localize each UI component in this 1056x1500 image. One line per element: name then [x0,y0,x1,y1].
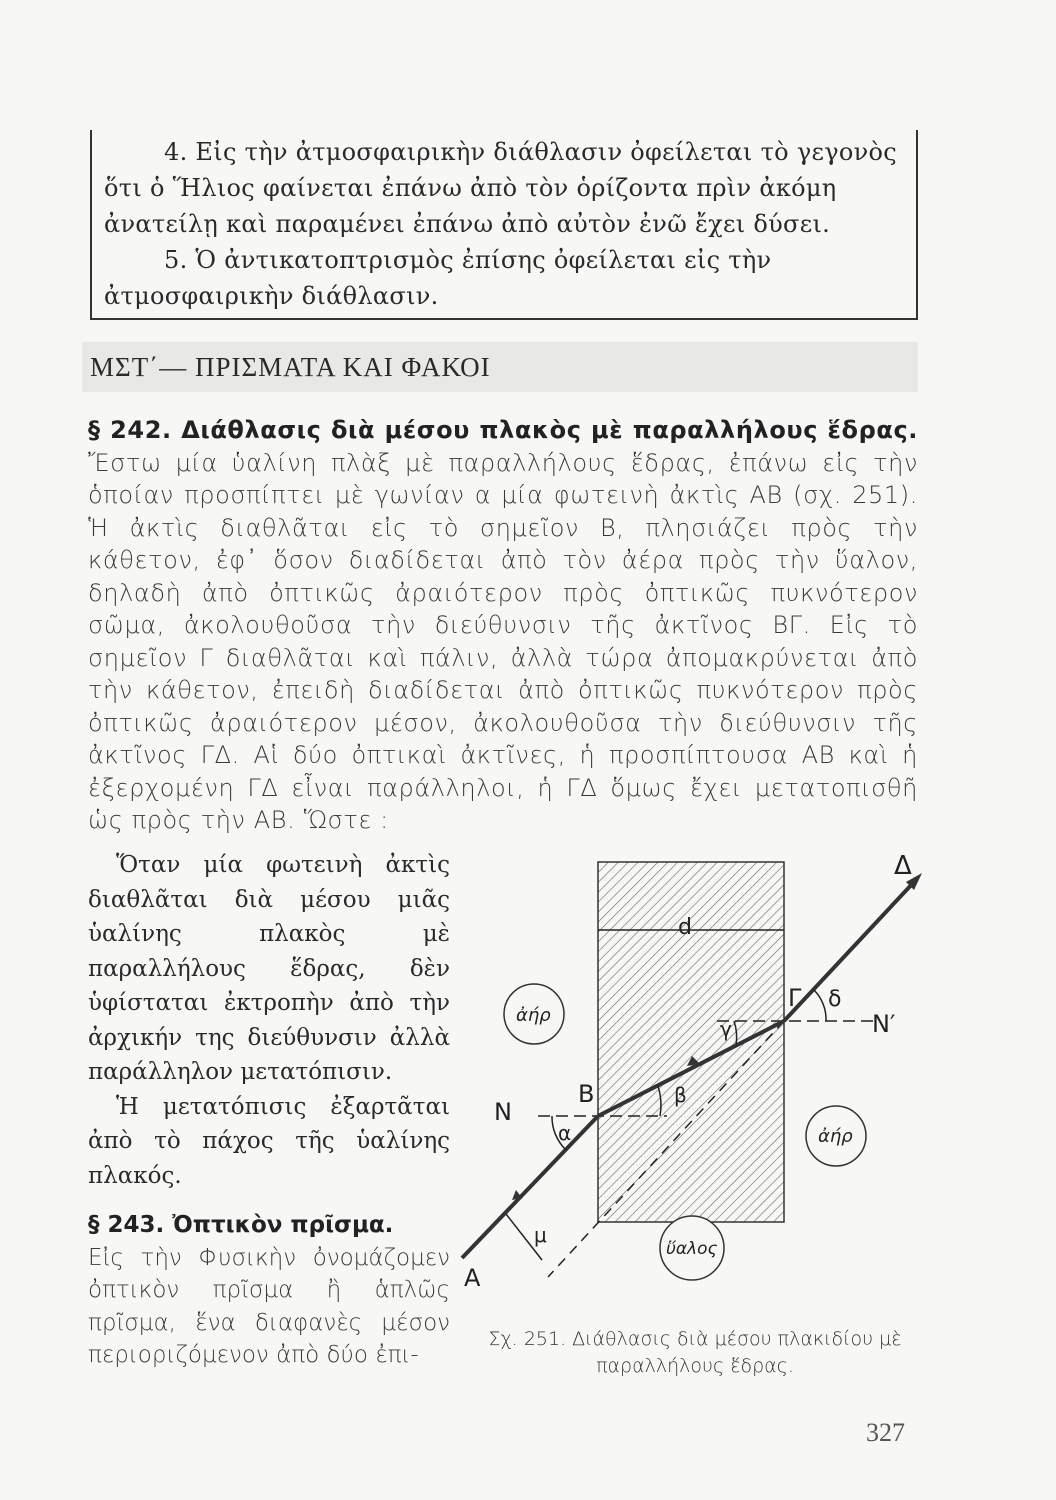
rule-paragraph-1: Ὅταν μία φωτεινὴ ἀκτὶς διαθλᾶται διὰ μέσου μιᾶς ὑαλίνης πλακὸς μὲ παραλλήλους ἕδρας, δὲν ὑφίσταται ἐκτροπὴν ἀπὸ τὴν ἀρχικήν της διεύθυνσιν ἀλλὰ παράλληλον μετατόπισιν. [88,852,450,1085]
glass-label: ὕαλος [666,1239,718,1259]
point-B-label: B [578,1080,595,1108]
section-243-text: Εἰς τὴν Φυσικὴν ὀνομάζομεν ὀπτικὸν πρῖσμα ἢ ἁπλῶς πρῖσμα, ἕνα διαφανὲς μέσον περιοριζόμενον ἀπὸ δύο ἐπι- [88,1244,450,1368]
beta-label: β [674,1083,687,1107]
shift-label: μ [534,1223,547,1247]
point-G-label: Γ [788,984,802,1012]
alpha-label: α [558,1121,572,1145]
section-243-heading: § 243. Ὀπτικὸν πρῖσμα. [88,1212,394,1238]
point-D-label: Δ [894,851,912,881]
gamma-label: γ [720,1017,732,1041]
page-number: 327 [866,1418,905,1447]
air-right-label: ἀήρ [818,1126,853,1147]
left-column [88,848,450,1372]
normal-N2-label: N′ [872,1010,896,1038]
rule-paragraph-2: Ἡ μετατόπισις ἐξαρτᾶται ἀπὸ τὸ πάχος τῆς ὑαλίνης πλακός. [88,1093,450,1189]
delta-label: δ [828,987,842,1012]
section-243 [88,1209,450,1372]
angle-delta-arc [814,990,826,1021]
refraction-figure [452,840,932,1292]
thickness-label: d [678,915,692,940]
section-242 [88,414,918,837]
section-242-heading: § 242. Διάθλασις διὰ μέσου πλακὸς μὲ παραλλήλους ἕδρας. [88,416,918,444]
normal-N-label: N [494,1098,512,1126]
summary-box [90,130,918,320]
section-242-text: Ἔστω μία ὑαλίνη πλὰξ μὲ παραλλήλους ἕδρας, ἐπάνω εἰς τὴν ὁποίαν προσπίπτει μὲ γωνίαν α μία φωτεινὴ ἀκτὶς ΑΒ (σχ. 251). Ἡ ἀκτὶς διαθλᾶται εἰς τὸ σημεῖον Β, πλησιάζει πρὸς τὴν κάθετον, ἐφ᾽ ὅσον διαδίδεται ἀπὸ τὸν ἀέρα πρὸς τὴν ὕαλον, δηλαδὴ ἀπὸ ὀπτικῶς ἀραιότερον πρὸς ὀπτικῶς πυκνότερον σῶμα, ἀκολουθοῦσα τὴν διεύθυνσιν τῆς ἀκτῖνος ΒΓ. Εἰς τὸ σημεῖον Γ διαθλᾶται καὶ πάλιν, ἀλλὰ τώρα ἀπομακρύνεται ἀπὸ τὴν κάθετον, ἐπειδὴ διαδίδεται ἀπὸ ὀπτικῶς πυκνότερον πρὸς ὀπτικῶς ἀραιότερον μέσον, ἀκολουθοῦσα τὴν διεύθυνσιν τῆς ἀκτῖνος ΓΔ. Αἱ δύο ὀπτικαὶ ἀκτῖνες, ἡ προσπίπτουσα ΑΒ καὶ ἡ ἐξερχομένη ΓΔ εἶναι παράλληλοι, ἡ ΓΔ ὅμως ἔχει μετατοπισθῆ ὡς πρὸς τὴν ΑΒ. Ὥστε : [88,448,918,834]
air-left-label: ἀήρ [516,1005,551,1026]
emergent-ray [784,882,914,1021]
figure-caption: Σχ. 251. Διάθλασις διὰ μέσου πλακιδίου μὲ παραλλήλους ἕδρας. [488,1328,902,1377]
point-A-label: Α [464,1264,481,1292]
chapter-header [82,342,918,392]
summary-item-4: 4. Εἰς τὴν ἀτμοσφαιρικὴν διάθλασιν ὀφείλεται τὸ γεγονὸς ὅτι ὁ Ἥλιος φαίνεται ἐπάνω ἀπὸ τὸν ὁρίζοντα πρὶν ἀκόμη ἀνατείλῃ καὶ παραμένει ἐπάνω ἀπὸ αὐτὸν ἐνῶ ἔχει δύσει. [104,138,897,238]
summary-item-5: 5. Ὁ ἀντικατοπτρισμὸς ἐπίσης ὀφείλεται εἰς τὴν ἀτμοσφαιρικὴν διάθλασιν. [104,246,772,310]
incident-ray [462,1116,598,1258]
chapter-title: ΜΣΤ΄— ΠΡΙΣΜΑΤΑ ΚΑΙ ΦΑΚΟΙ [90,352,491,382]
